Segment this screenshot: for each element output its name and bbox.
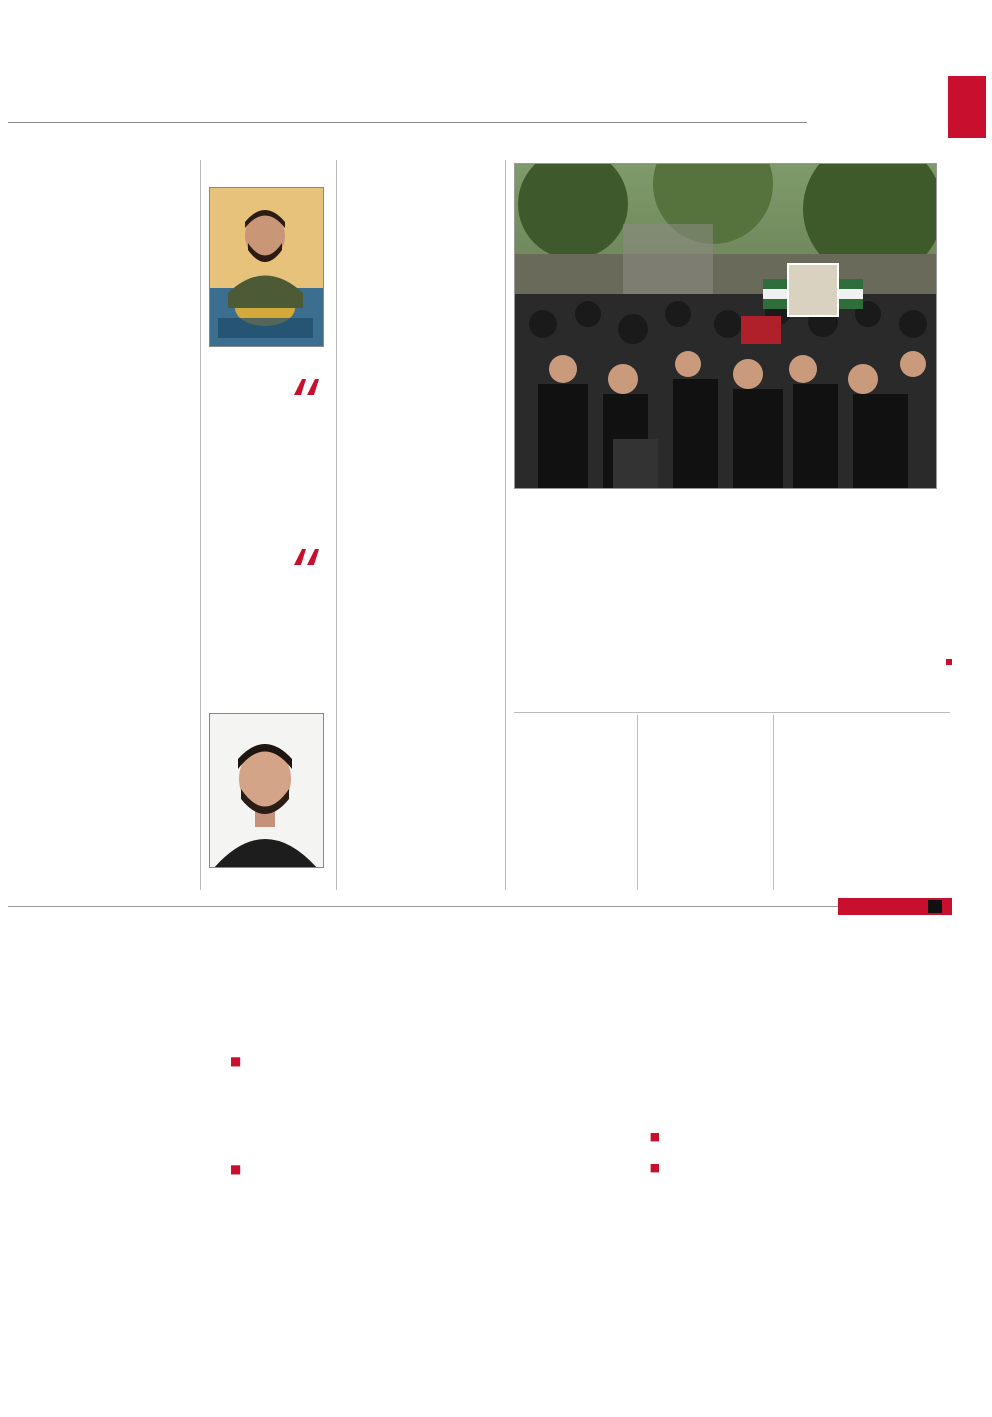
sudoku-title: ■ [230, 1054, 242, 1068]
funeral-photo [514, 163, 937, 489]
martyr-portrait [209, 187, 324, 347]
column-rule [637, 715, 638, 890]
sudoku-grid[interactable] [36, 1047, 216, 1227]
puzzle-section-bar [8, 897, 952, 916]
article-column-2 [643, 718, 770, 888]
column-rule [200, 160, 201, 890]
column-rule [773, 715, 774, 890]
martyr-photo [209, 713, 324, 868]
header-rule [8, 122, 807, 123]
clues-down-title: ■ [649, 1161, 660, 1174]
article-column-4 [342, 163, 502, 888]
masthead-logo [948, 76, 986, 138]
crossword-clues [345, 1130, 660, 1174]
article-column-5 [10, 163, 196, 888]
previous-crossword-title: ■ [230, 1162, 242, 1176]
clues-across-title: ■ [649, 1130, 660, 1143]
crossword-grid[interactable] [665, 1106, 933, 1416]
quote-mark-icon [292, 547, 322, 571]
lead-rule [514, 712, 950, 713]
article-column-3 [510, 718, 634, 888]
pull-quote-1 [209, 400, 333, 540]
quote-mark-icon [292, 377, 322, 401]
photo-caption [940, 165, 952, 275]
column-rule [505, 160, 506, 890]
pull-quote-2 [209, 572, 333, 702]
previous-crossword-answer-grid [36, 1232, 336, 1410]
byline-marker [946, 659, 952, 665]
photo-caption [326, 715, 340, 865]
article-column-1 [779, 718, 949, 888]
byline [943, 658, 952, 667]
